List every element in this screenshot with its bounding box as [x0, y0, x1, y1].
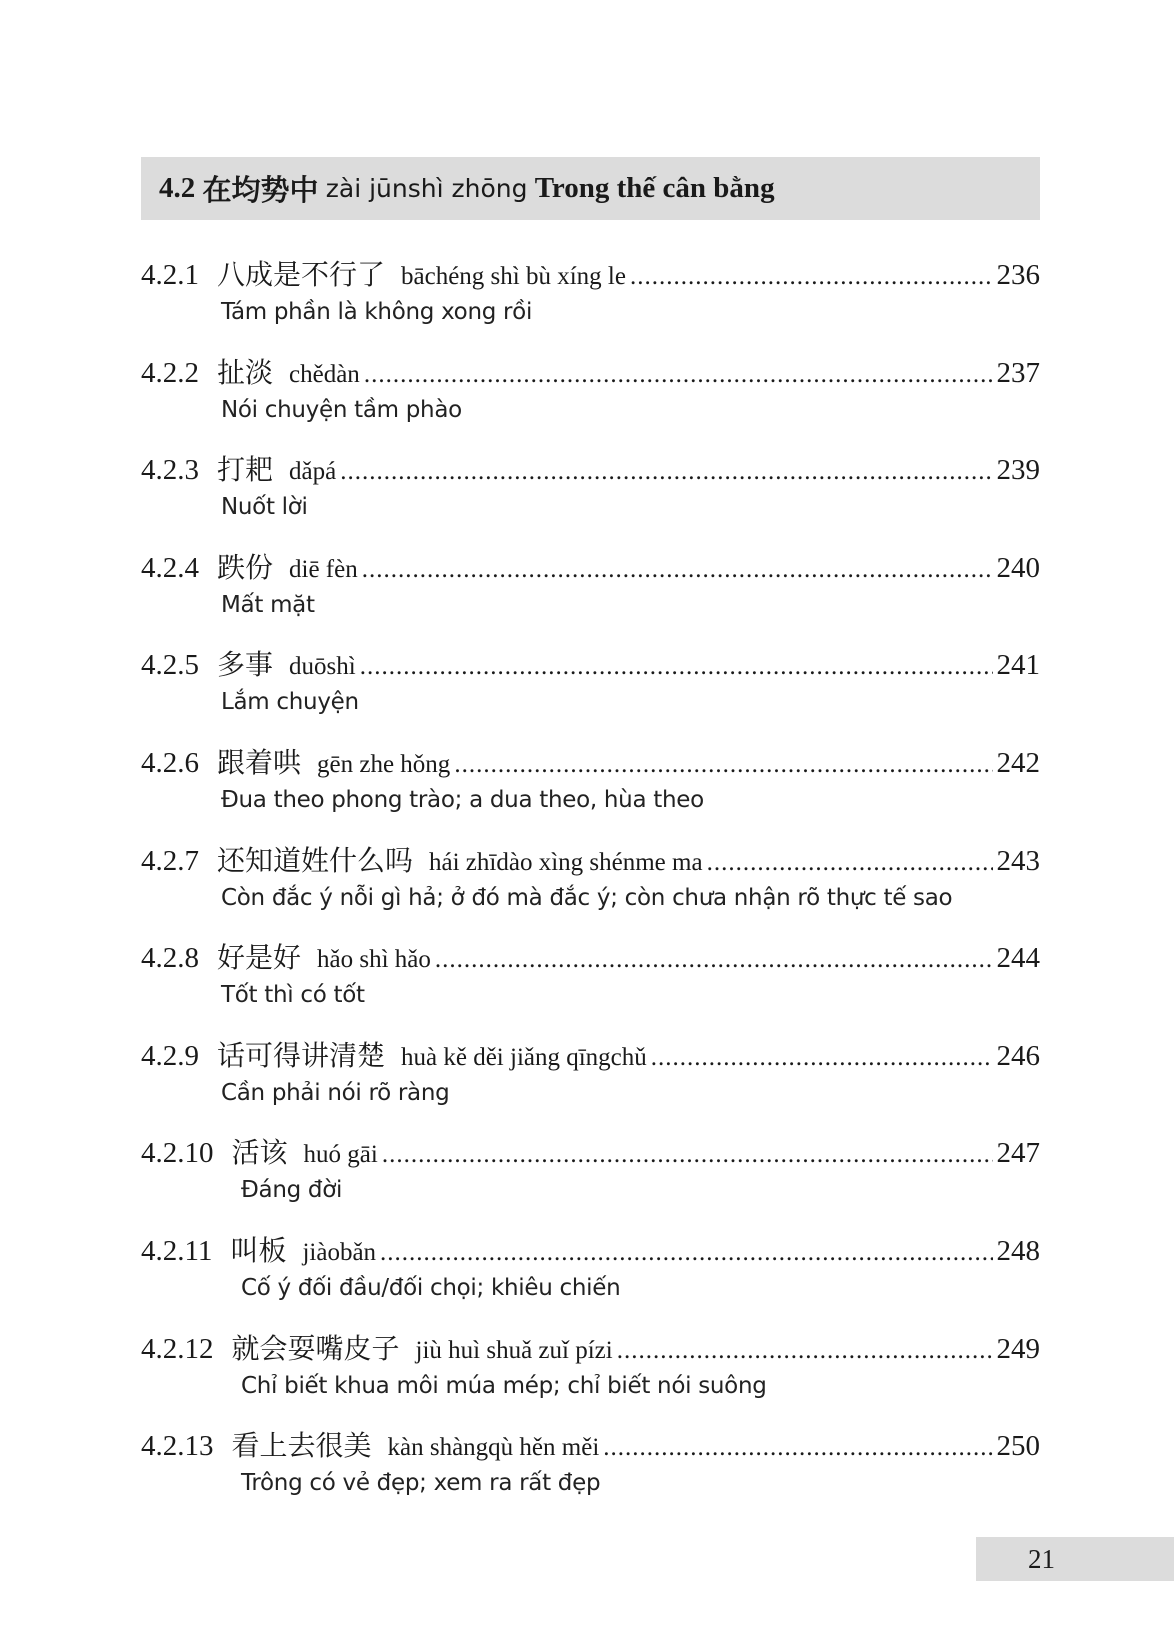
- entry-chinese: 叫板: [230, 1233, 287, 1267]
- table-of-contents: [141, 253, 1040, 1522]
- dot-leader: [707, 849, 993, 877]
- dot-leader: [651, 1044, 993, 1072]
- dot-leader: [617, 1337, 993, 1365]
- toc-entry[interactable]: [141, 1034, 1040, 1132]
- dot-leader: [360, 653, 993, 681]
- entry-pinyin: kàn shàngqù hěn měi: [387, 1434, 600, 1462]
- section-vietnamese-title: Trong thế cân bằng: [534, 172, 775, 204]
- entry-page-number: 248: [996, 1234, 1040, 1267]
- entry-number: 4.2.6: [141, 746, 199, 779]
- page-footer: [976, 1537, 1174, 1581]
- dot-leader: [364, 361, 993, 389]
- toc-entry[interactable]: [141, 741, 1040, 839]
- entry-chinese: 话可得讲清楚: [217, 1038, 386, 1072]
- entry-number: 4.2.4: [141, 551, 199, 584]
- entry-chinese: 扯淡: [217, 355, 274, 389]
- dot-leader: [362, 556, 993, 584]
- entry-number: 4.2.8: [141, 942, 199, 975]
- entry-vietnamese: Đáng đời: [241, 1177, 343, 1204]
- dot-leader: [454, 751, 992, 779]
- entry-page-number: 241: [996, 649, 1040, 682]
- entry-number: 4.2.13: [141, 1430, 214, 1463]
- entry-vietnamese: Nuốt lời: [221, 494, 308, 521]
- entry-chinese: 好是好: [217, 941, 302, 975]
- entry-pinyin: dǎpá: [289, 458, 337, 486]
- entry-page-number: 244: [996, 942, 1040, 975]
- entry-vietnamese: Nói chuyện tầm phào: [221, 396, 462, 423]
- toc-entry[interactable]: [141, 839, 1040, 937]
- entry-page-number: 237: [996, 356, 1040, 389]
- entry-chinese: 打耙: [217, 453, 274, 487]
- toc-entry[interactable]: [141, 351, 1040, 449]
- entry-chinese: 跟着哄: [217, 745, 302, 779]
- entry-number: 4.2.2: [141, 356, 199, 389]
- entry-chinese: 多事: [217, 648, 274, 682]
- entry-pinyin: huó gāi: [303, 1141, 378, 1169]
- entry-pinyin: duōshì: [289, 653, 356, 681]
- entry-page-number: 240: [996, 551, 1040, 584]
- entry-page-number: 249: [996, 1332, 1040, 1365]
- dot-leader: [340, 458, 992, 486]
- toc-entry[interactable]: [141, 936, 1040, 1034]
- toc-entry[interactable]: [141, 1327, 1040, 1425]
- toc-entry[interactable]: [141, 546, 1040, 644]
- toc-entry[interactable]: [141, 643, 1040, 741]
- entry-page-number: 242: [996, 746, 1040, 779]
- toc-entry[interactable]: [141, 448, 1040, 546]
- entry-page-number: 243: [996, 844, 1040, 877]
- entry-number: 4.2.1: [141, 259, 199, 291]
- section-number: 4.2: [159, 172, 196, 204]
- entry-page-number: 246: [996, 1039, 1040, 1072]
- dot-leader: [382, 1141, 993, 1169]
- section-heading: [141, 157, 1040, 220]
- entry-page-number: 236: [996, 259, 1040, 291]
- entry-vietnamese: Cố ý đối đầu/đối chọi; khiêu chiến: [241, 1274, 621, 1301]
- entry-number: 4.2.10: [141, 1137, 214, 1170]
- entry-pinyin: chědàn: [289, 360, 360, 388]
- toc-entry[interactable]: [141, 253, 1040, 351]
- entry-chinese: 跌份: [217, 550, 274, 584]
- entry-pinyin: bāchéng shì bù xíng le: [401, 263, 626, 290]
- entry-vietnamese: Cần phải nói rõ ràng: [221, 1079, 450, 1106]
- entry-number: 4.2.9: [141, 1039, 199, 1072]
- entry-page-number: 239: [996, 454, 1040, 487]
- section-pinyin: zài jūnshì zhōng: [325, 174, 528, 203]
- entry-pinyin: jiù huì shuǎ zuǐ pízi: [415, 1336, 613, 1364]
- entry-vietnamese: Còn đắc ý nỗi gì hả; ở đó mà đắc ý; còn chưa nhận rõ thực tế sao: [221, 884, 953, 911]
- entry-chinese: 就会耍嘴皮子: [231, 1331, 400, 1365]
- entry-chinese: 八成是不行了: [217, 258, 386, 291]
- entry-pinyin: gēn zhe hǒng: [317, 750, 451, 778]
- entry-pinyin: jiàobǎn: [302, 1238, 377, 1266]
- entry-number: 4.2.3: [141, 454, 199, 487]
- toc-entry[interactable]: [141, 1424, 1040, 1522]
- entry-vietnamese: Trông có vẻ đẹp; xem ra rất đẹp: [241, 1470, 601, 1497]
- entry-number: 4.2.5: [141, 649, 199, 682]
- entry-vietnamese: Chỉ biết khua môi múa mép; chỉ biết nói suông: [241, 1372, 767, 1399]
- entry-pinyin: hǎo shì hǎo: [317, 946, 431, 974]
- entry-pinyin: huà kě děi jiǎng qīngchǔ: [401, 1043, 647, 1071]
- entry-vietnamese: Mất mặt: [221, 591, 315, 618]
- dot-leader: [630, 263, 993, 291]
- entry-vietnamese: Đua theo phong trào; a dua theo, hùa theo: [221, 786, 704, 813]
- entry-chinese: 看上去很美: [231, 1429, 372, 1463]
- page-number: 21: [1028, 1543, 1055, 1574]
- entry-pinyin: diē fèn: [289, 555, 358, 583]
- dot-leader: [435, 946, 993, 974]
- dot-leader: [603, 1434, 992, 1462]
- toc-entry[interactable]: [141, 1131, 1040, 1229]
- entry-number: 4.2.11: [141, 1234, 213, 1267]
- entry-vietnamese: Tốt thì có tốt: [221, 982, 365, 1009]
- entry-chinese: 活该: [231, 1136, 288, 1170]
- entry-vietnamese: Tám phần là không xong rồi: [221, 299, 533, 325]
- entry-chinese: 还知道姓什么吗: [217, 843, 414, 877]
- dot-leader: [380, 1239, 992, 1267]
- entry-page-number: 247: [996, 1137, 1040, 1170]
- toc-entry[interactable]: [141, 1229, 1040, 1327]
- section-chinese-title: 在均势中: [202, 175, 319, 207]
- entry-page-number: 250: [996, 1430, 1040, 1463]
- entry-pinyin: hái zhīdào xìng shénme ma: [429, 848, 703, 876]
- entry-number: 4.2.7: [141, 844, 199, 877]
- entry-number: 4.2.12: [141, 1332, 214, 1365]
- entry-vietnamese: Lắm chuyện: [221, 689, 359, 716]
